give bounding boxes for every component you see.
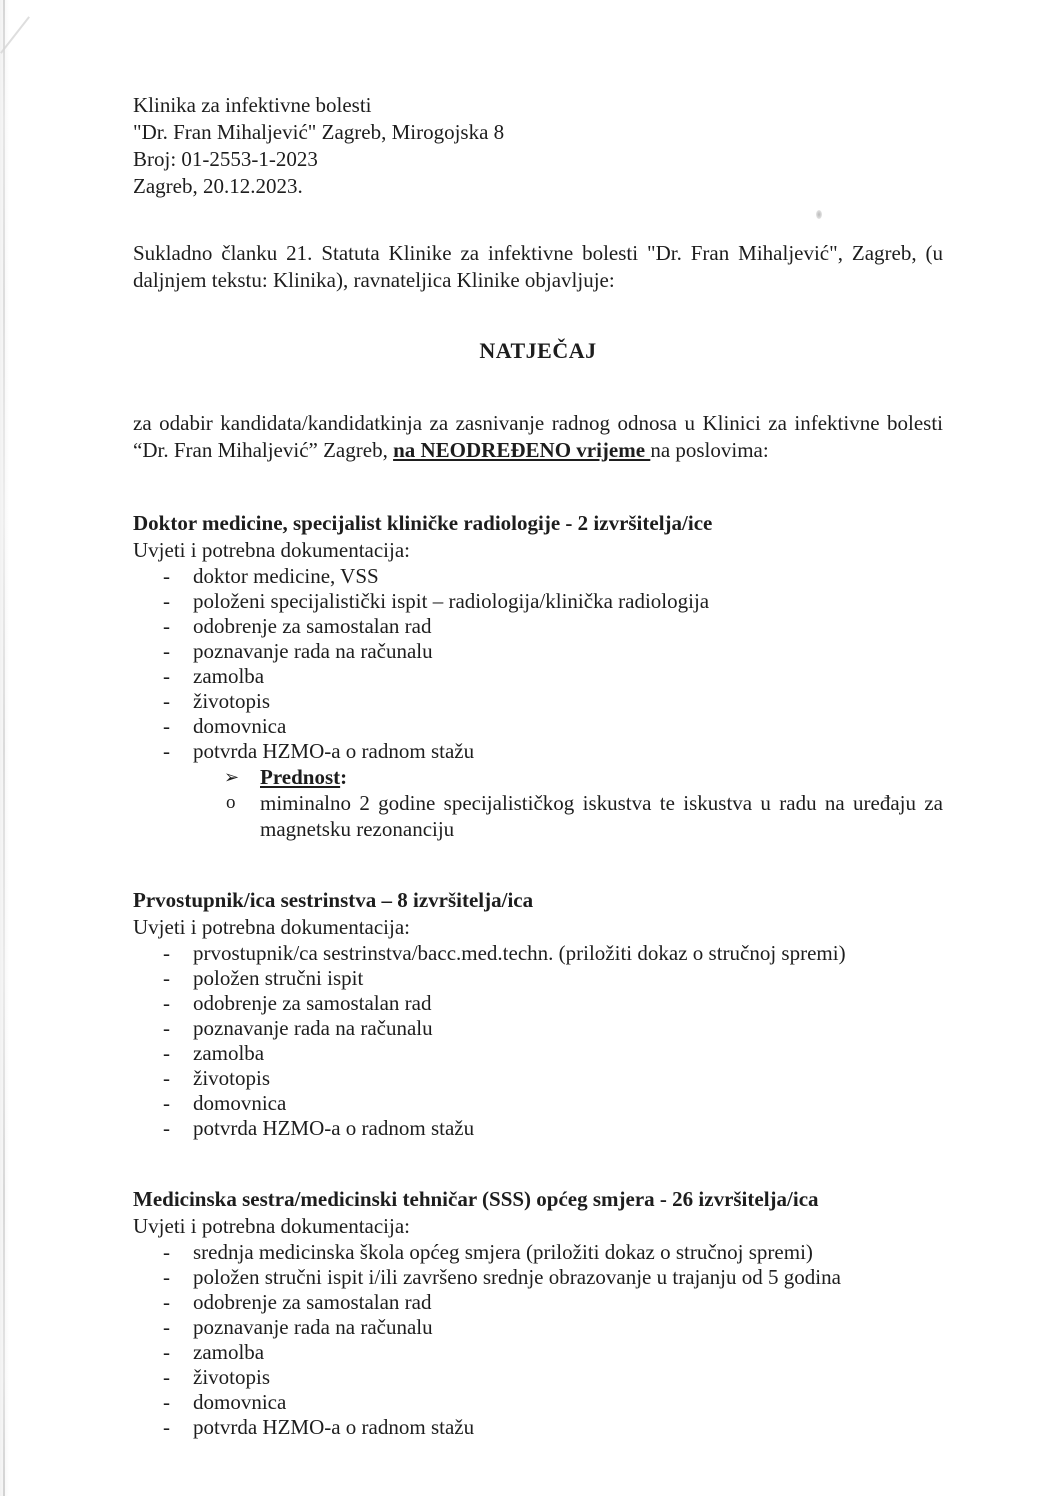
requirements-label: Uvjeti i potrebna dokumentacija: <box>133 1214 410 1238</box>
requirement-text: zamolba <box>193 1041 265 1065</box>
dash-marker: - <box>163 1116 170 1140</box>
document-title: NATJEČAJ <box>479 338 597 363</box>
dash-marker: - <box>163 991 170 1015</box>
requirement-text: položen stručni ispit <box>193 966 364 990</box>
dash-marker: - <box>163 689 170 713</box>
requirement-item <box>133 1315 943 1340</box>
dash-marker: - <box>163 589 170 613</box>
advantage-text: miminalno 2 godine specijalističkog iskustva te iskustva u radu na uređaju za magnetsku rezonanciju <box>260 791 943 841</box>
dash-marker: - <box>163 1041 170 1065</box>
job-section-prvostupnik <box>133 887 943 1141</box>
subject-emphasis: na NEODREĐENO vrijeme <box>393 438 651 462</box>
letterhead-address: "Dr. Fran Mihaljević" Zagreb, Mirogojska 8 <box>133 120 505 144</box>
requirement-item <box>133 564 943 589</box>
dash-marker: - <box>163 1091 170 1115</box>
requirement-item <box>133 1390 943 1415</box>
requirement-text: domovnica <box>193 1091 287 1115</box>
requirement-item <box>133 739 943 764</box>
letterhead-date: Zagreb, 20.12.2023. <box>133 174 303 198</box>
dash-marker: - <box>163 1290 170 1314</box>
requirement-text: životopis <box>193 1365 270 1389</box>
dash-marker: - <box>163 1340 170 1364</box>
dash-marker: - <box>163 941 170 965</box>
requirement-text: domovnica <box>193 714 287 738</box>
dash-marker: - <box>163 1390 170 1414</box>
requirement-item <box>133 664 943 689</box>
requirement-item <box>133 1066 943 1091</box>
requirement-item <box>133 689 943 714</box>
requirement-text: životopis <box>193 689 270 713</box>
dash-marker: - <box>163 1265 170 1289</box>
requirement-text: odobrenje za samostalan rad <box>193 1290 432 1314</box>
job-heading: Medicinska sestra/medicinski tehničar (SSS) općeg smjera - 26 izvršitelja/ica <box>133 1187 819 1211</box>
requirement-item <box>133 589 943 614</box>
requirement-item <box>133 614 943 639</box>
dash-marker: - <box>163 1415 170 1439</box>
requirement-text: zamolba <box>193 1340 265 1364</box>
requirement-item <box>133 941 943 966</box>
requirement-text: potvrda HZMO-a o radnom stažu <box>193 1415 475 1439</box>
subject-text-pre: za odabir kandidata/kandidatkinja za zasnivanje radnog odnosa u Klinici za infektivne bolesti “Dr. Fran Mihaljević” Zagreb, <box>133 411 943 462</box>
requirement-text: poznavanje rada na računalu <box>193 1315 433 1339</box>
requirement-item <box>133 1091 943 1116</box>
subject-text-post: na poslovima: <box>650 438 769 462</box>
requirement-item <box>133 1365 943 1390</box>
requirement-text: položeni specijalistički ispit – radiologija/klinička radiologija <box>193 589 710 613</box>
dash-marker: - <box>163 1016 170 1040</box>
dash-marker: - <box>163 1240 170 1264</box>
requirement-item <box>133 714 943 739</box>
requirement-item <box>133 1041 943 1066</box>
requirement-text: položen stručni ispit i/ili završeno srednje obrazovanje u trajanju od 5 godina <box>193 1265 841 1289</box>
dash-marker: - <box>163 1315 170 1339</box>
job-heading: Prvostupnik/ica sestrinstva – 8 izvršitelja/ica <box>133 888 534 912</box>
advantage-colon: : <box>340 765 348 789</box>
circle-bullet-icon: o <box>226 792 236 813</box>
dash-marker: - <box>163 714 170 738</box>
requirement-text: prvostupnik/ca sestrinstva/bacc.med.techn. (priložiti dokaz o stručnoj spremi) <box>193 941 846 965</box>
requirement-text: zamolba <box>193 664 265 688</box>
dash-marker: - <box>163 966 170 990</box>
requirement-text: poznavanje rada na računalu <box>193 639 433 663</box>
requirement-item <box>133 991 943 1016</box>
requirement-text: srednja medicinska škola općeg smjera (priložiti dokaz o stručnoj spremi) <box>193 1240 813 1264</box>
letterhead-org-name: Klinika za infektivne bolesti <box>133 93 372 117</box>
dash-marker: - <box>163 664 170 688</box>
requirement-item <box>133 1240 943 1265</box>
requirement-item <box>133 1290 943 1315</box>
dash-marker: - <box>163 639 170 663</box>
requirement-text: odobrenje za samostalan rad <box>193 614 432 638</box>
requirement-text: doktor medicine, VSS <box>193 564 379 588</box>
requirements-list <box>133 941 943 1141</box>
advantage-item <box>133 790 943 842</box>
requirement-item <box>133 1340 943 1365</box>
job-heading: Doktor medicine, specijalist kliničke radiologije - 2 izvršitelja/ice <box>133 511 713 535</box>
requirements-label: Uvjeti i potrebna dokumentacija: <box>133 915 410 939</box>
requirements-list <box>133 1240 943 1440</box>
dash-marker: - <box>163 614 170 638</box>
intro-paragraph: Sukladno članku 21. Statuta Klinike za infektivne bolesti "Dr. Fran Mihaljević", Zagreb, (u daljnjem tekstu: Klinika), ravnateljica Klinike objavljuje: <box>133 241 943 292</box>
letterhead-ref-number: Broj: 01-2553-1-2023 <box>133 147 318 171</box>
advantage-label: Prednost <box>260 765 341 789</box>
dash-marker: - <box>163 1066 170 1090</box>
requirement-text: potvrda HZMO-a o radnom stažu <box>193 1116 475 1140</box>
job-section-medicinska-sestra <box>133 1186 943 1440</box>
advantage-heading-line <box>133 764 943 790</box>
requirement-text: poznavanje rada na računalu <box>193 1016 433 1040</box>
requirement-item <box>133 1415 943 1440</box>
requirement-item <box>133 966 943 991</box>
requirement-text: domovnica <box>193 1390 287 1414</box>
job-section-doktor-medicine <box>133 510 943 842</box>
requirement-item <box>133 1016 943 1041</box>
dash-marker: - <box>163 564 170 588</box>
dash-marker: - <box>163 739 170 763</box>
requirement-text: životopis <box>193 1066 270 1090</box>
requirement-text: odobrenje za samostalan rad <box>193 991 432 1015</box>
requirements-label: Uvjeti i potrebna dokumentacija: <box>133 538 410 562</box>
letterhead <box>133 92 943 200</box>
requirement-item <box>133 1265 943 1290</box>
subject-paragraph <box>133 410 943 464</box>
dash-marker: - <box>163 1365 170 1389</box>
requirements-list <box>133 564 943 764</box>
requirement-text: potvrda HZMO-a o radnom stažu <box>193 739 475 763</box>
requirement-item <box>133 639 943 664</box>
requirement-item <box>133 1116 943 1141</box>
arrow-bullet-icon: ➢ <box>224 767 240 788</box>
